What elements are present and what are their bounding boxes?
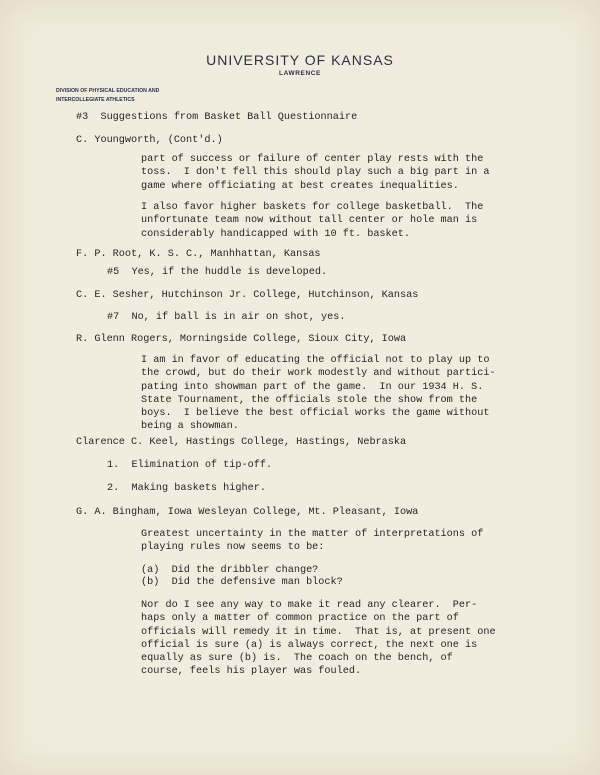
- bingham-intro: [141, 528, 483, 555]
- text-line: official is sure (a) is always correct, the next one is: [141, 639, 478, 651]
- bingham-paragraph: [141, 599, 496, 679]
- text-line: being a showman.: [141, 421, 239, 433]
- text-line: haps only a matter of common practice on the part of: [141, 613, 459, 625]
- text-line: Nor do I see any way to make it read any clearer. Per-: [141, 600, 478, 611]
- text-line: unfortunate team now without tall center or hole man is: [141, 215, 478, 227]
- respondent-root: F. P. Root, K. S. C., Manhhattan, Kansas: [76, 249, 321, 260]
- text-line: considerably handicapped with 10 ft. basket.: [141, 228, 410, 240]
- department-line-1: DIVISION OF PHYSICAL EDUCATION AND: [56, 88, 160, 94]
- respondent-bingham: G. A. Bingham, Iowa Wesleyan College, Mt. Pleasant, Iowa: [76, 507, 419, 518]
- text-line: I also favor higher baskets for college basketball. The: [141, 202, 484, 213]
- text-line: part of success or failure of center play rests with the: [141, 154, 484, 165]
- document-title: #3 Suggestions from Basket Ball Questionnaire: [76, 112, 358, 123]
- text-line: boys. I believe the best official works the game without: [141, 408, 490, 420]
- youngworth-paragraph-2: [141, 201, 483, 241]
- bingham-option-a: (a) Did the dribbler change?: [141, 565, 319, 576]
- youngworth-paragraph-1: [141, 153, 489, 193]
- text-line: course, feels his player was fouled.: [141, 666, 362, 678]
- text-line: playing rules now seems to be:: [141, 542, 325, 554]
- text-line: pating into showman part of the game. In our 1934 H. S.: [141, 381, 484, 393]
- department-name: [56, 87, 159, 105]
- sesher-answer: #7 No, if ball is in air on shot, yes.: [107, 312, 346, 323]
- text-line: I am in favor of educating the official not to play up to: [141, 355, 490, 366]
- bingham-option-b: (b) Did the defensive man block?: [141, 577, 343, 588]
- letterhead-city: LAWRENCE: [279, 70, 321, 77]
- respondent-sesher: C. E. Sesher, Hutchinson Jr. College, Hutchinson, Kansas: [76, 290, 419, 301]
- keel-item-2: 2. Making baskets higher.: [107, 483, 266, 494]
- text-line: equally as sure (b) is. The coach on the bench, of: [141, 653, 453, 665]
- respondent-rogers: R. Glenn Rogers, Morningside College, Sioux City, Iowa: [76, 334, 407, 345]
- root-answer: #5 Yes, if the huddle is developed.: [107, 267, 328, 278]
- text-line: toss. I don't fell this should play such a big part in a: [141, 167, 490, 179]
- text-line: State Tournament, the officials stole the show from the: [141, 394, 478, 406]
- respondent-keel: Clarence C. Keel, Hastings College, Hastings, Nebraska: [76, 437, 407, 448]
- department-line-2: INTERCOLLEGIATE ATHLETICS: [56, 97, 135, 103]
- text-line: officials will remedy it in time. That is, at present one: [141, 626, 496, 638]
- respondent-youngworth: C. Youngworth, (Cont'd.): [76, 135, 223, 146]
- keel-item-1: 1. Elimination of tip-off.: [107, 460, 273, 471]
- text-line: Greatest uncertainty in the matter of interpretations of: [141, 529, 484, 540]
- text-line: the crowd, but do their work modestly and without partici-: [141, 368, 496, 380]
- rogers-paragraph: [141, 354, 496, 434]
- letterhead-title: UNIVERSITY OF KANSAS: [206, 52, 394, 68]
- text-line: game where officiating at best creates inequalities.: [141, 180, 459, 192]
